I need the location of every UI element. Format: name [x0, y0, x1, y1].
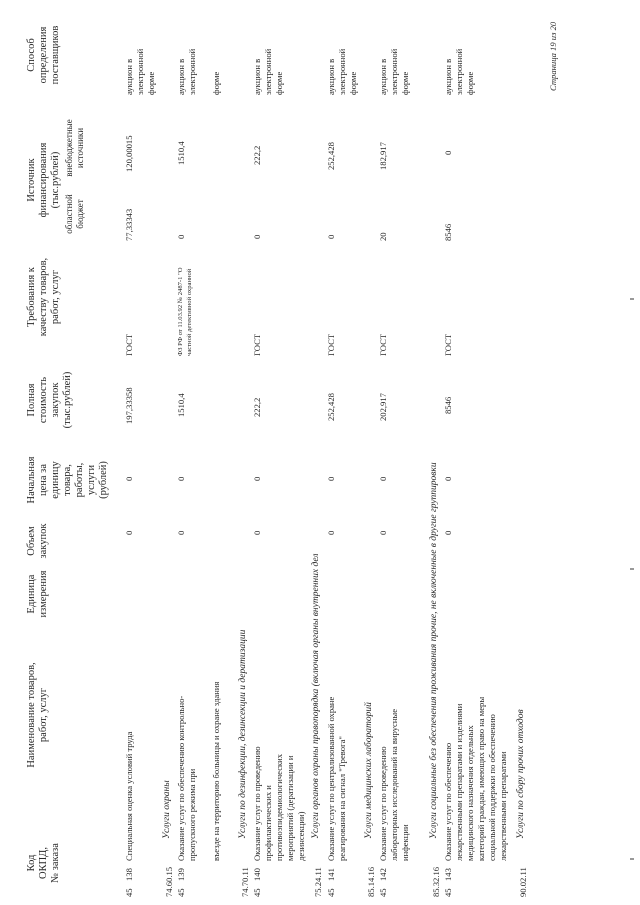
header-requirements: Требования к качеству товаров, работ, услуг — [26, 257, 61, 337]
row-total: 197,33358 — [124, 387, 134, 424]
row-code-a: 45 — [378, 888, 388, 897]
row-code-a: 45 — [443, 888, 453, 897]
row-funding-extra: 222,2 — [252, 145, 262, 165]
row-volume: 0 — [443, 530, 453, 535]
row-code-b: 138 — [124, 868, 134, 881]
header-price: Начальная цена за единицу товара, работы, услуги (рублей) — [26, 456, 109, 504]
row-method: аукцион в электронной форме — [378, 48, 410, 95]
group-code: 75.24.11 — [313, 867, 323, 897]
row-funding-regional: 77,33343 — [124, 208, 134, 241]
row-method: аукцион в электронной форме — [326, 48, 358, 95]
row-method: аукцион в электронной — [176, 48, 197, 95]
group-code: 85.14.16 — [366, 866, 376, 897]
row-req: ГОСТ — [252, 333, 262, 356]
group-title: Услуги органов охраны правопорядка (включая органы внутренних дел — [311, 553, 321, 839]
row-name-continued: въезде на территорию больницы и охране здания — [211, 681, 221, 861]
row-req: ГОСТ — [326, 333, 336, 356]
row-method: аукцион в электронной форме — [124, 48, 156, 95]
row-price: 0 — [378, 476, 388, 481]
row-total: 222,2 — [252, 397, 262, 417]
row-price: 0 — [124, 476, 134, 481]
row-funding-regional: 0 — [176, 234, 186, 239]
group-title: Услуги социальные без обеспечения проживания прочие, не включенные в другие группировки — [429, 462, 439, 839]
row-name: Оказание услуг по проведению лабораторных исследований на вирусные инфекции — [378, 708, 410, 861]
row-code-b: 139 — [176, 868, 186, 881]
group-title: Услуги по сбору прочих отходов — [516, 709, 526, 839]
row-code-b: 141 — [326, 868, 336, 881]
row-name: Оказание услуг по обеспечению лекарственными препаратами и изделиями медицинского назначения отдельных категорий граждан, имеющих право на меры социальной поддержки по обеспечению лекарственными препаратами — [443, 696, 508, 861]
row-name: Оказание услуг по проведению профилактических и противоэпидемиологических мероприятий (дератизации и дезинсекции) — [252, 746, 306, 861]
row-volume: 0 — [252, 530, 262, 535]
row-funding-regional: 0 — [252, 234, 262, 239]
scan-speck — [630, 568, 634, 570]
row-total: 8546 — [443, 396, 453, 414]
header-funding-extra: внебюджетные источники — [64, 119, 85, 177]
row-name: Оказание услуг по обеспечению контрольно-пропускного режима при — [176, 695, 197, 861]
row-volume: 0 — [326, 530, 336, 535]
header-total: Полная стоимость закупок (тыс.рублей) — [26, 371, 73, 429]
row-code-a: 45 — [252, 888, 262, 897]
row-method: аукцион в электронной форме — [252, 48, 284, 95]
row-req: ГОСТ — [378, 333, 388, 356]
row-price: 0 — [176, 476, 186, 481]
row-total: 1510,4 — [176, 393, 186, 417]
header-name: Наименование товаров, работ, услуг — [26, 662, 49, 768]
group-code: 85.32.16 — [431, 866, 441, 897]
row-funding-extra: 182,917 — [378, 142, 388, 170]
group-code: 90.02.11 — [518, 867, 528, 897]
scan-speck — [630, 298, 634, 300]
row-volume: 0 — [378, 530, 388, 535]
row-code-b: 140 — [252, 868, 262, 881]
page-number: Страница 19 из 20 — [548, 21, 558, 91]
group-title: Услуги охраны — [162, 780, 172, 839]
row-funding-extra: 1510,4 — [176, 141, 186, 165]
row-funding-regional: 8546 — [443, 223, 453, 241]
row-name: Специальная оценка условий труда — [124, 731, 134, 861]
row-price: 0 — [443, 476, 453, 481]
group-code: 74.60.15 — [164, 866, 174, 897]
group-title: Услуги по дезинфекции, дезинсекции и дератизации — [238, 629, 248, 839]
row-volume: 0 — [124, 530, 134, 535]
row-code-a: 45 — [124, 888, 134, 897]
group-code: 74.70.11 — [240, 867, 250, 897]
row-req: ГОСТ — [124, 333, 134, 356]
scan-speck — [630, 858, 634, 860]
row-funding-extra: 0 — [443, 150, 453, 155]
row-req: ГОСТ — [443, 333, 453, 356]
row-funding-regional: 20 — [378, 232, 388, 241]
row-name: Оказание услуг по централизованной охране реагирования на сигнал "Тревога" — [326, 696, 347, 861]
row-code-a: 45 — [176, 888, 186, 897]
group-title: Услуги медицинских лабораторий — [364, 702, 374, 839]
row-req: ФЗ РФ от 11.03.92 № 2487-1 "О частной детективной охранной — [177, 267, 193, 356]
row-total: 252,428 — [326, 393, 336, 421]
header-funding-regional: областной бюджет — [64, 194, 85, 234]
row-method: аукцион в электронной форме — [443, 48, 475, 95]
row-code-b: 143 — [443, 868, 453, 881]
row-funding-regional: 0 — [326, 234, 336, 239]
header-method: Способ определения поставщиков — [26, 25, 61, 85]
row-code-a: 45 — [326, 888, 336, 897]
header-unit: Единица измерения — [26, 570, 49, 618]
row-volume: 0 — [176, 530, 186, 535]
row-price: 0 — [252, 476, 262, 481]
row-total: 202,917 — [378, 393, 388, 421]
row-method-continued: форме — [211, 71, 221, 95]
header-volume: Объем закупок — [26, 523, 49, 559]
header-code: Код ОКПД, № заказа — [26, 843, 61, 883]
row-price: 0 — [326, 476, 336, 481]
row-funding-extra: 252,428 — [326, 142, 336, 170]
header-funding: Источник финансирования (тыс.рублей) — [26, 142, 61, 218]
row-code-b: 142 — [378, 868, 388, 881]
row-funding-extra: 120,00015 — [124, 135, 134, 172]
